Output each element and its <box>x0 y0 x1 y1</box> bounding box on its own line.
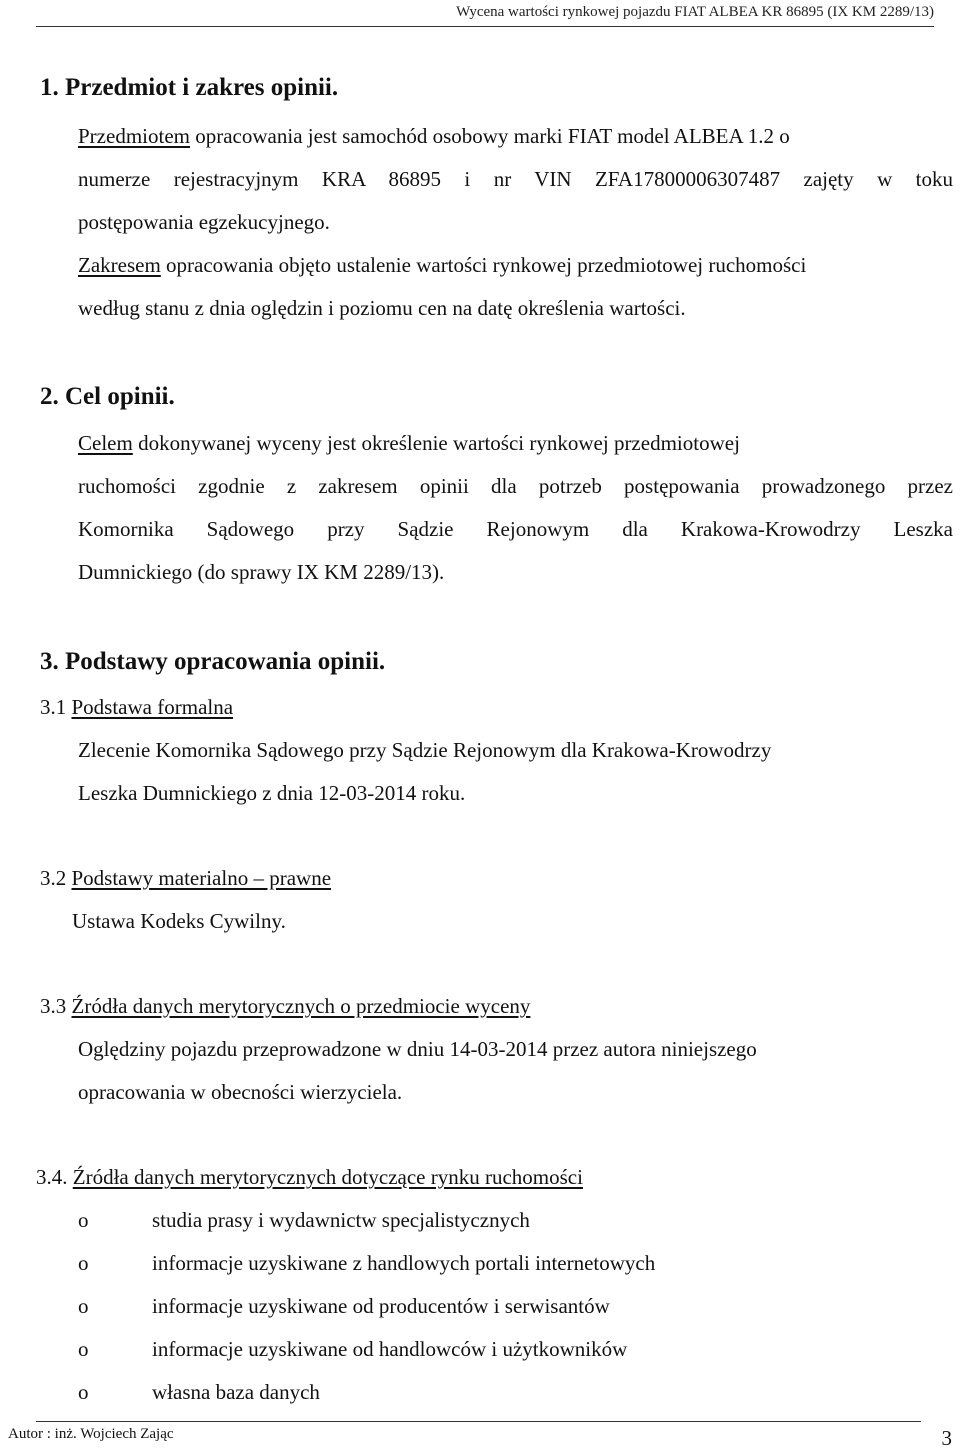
section-1-p1-line-1 <box>78 126 790 147</box>
list-item <box>78 1337 628 1361</box>
section-1-heading: 1. Przedmiot i zakres opinii. <box>40 74 339 101</box>
line-text: opracowania objęto ustalenie wartości rynkowej przedmiotowej ruchomości <box>160 253 807 277</box>
subsection-3-2-heading <box>40 868 331 889</box>
section-1-p1-line-3: postępowania egzekucyjnego. <box>78 210 330 234</box>
subsection-title: Źródła danych merytorycznych o przedmiocie wyceny <box>71 994 531 1018</box>
bullet-marker: o <box>78 1337 89 1361</box>
bullet-marker: o <box>78 1208 89 1232</box>
subsection-3-2-line-1: Ustawa Kodeks Cywilny. <box>72 909 286 933</box>
bullet-marker: o <box>78 1251 89 1275</box>
section-2-heading: 2. Cel opinii. <box>40 383 175 410</box>
section-3-heading: 3. Podstawy opracowania opinii. <box>40 648 386 675</box>
list-item <box>78 1294 610 1318</box>
list-item <box>78 1208 530 1232</box>
section-2-line-3: Komornika Sądowego przy Sądzie Rejonowym dla Krakowa-Krowodrzy Leszka <box>78 517 953 541</box>
footer-rule <box>36 1421 921 1422</box>
subsection-3-1-heading <box>40 697 233 718</box>
section-1-p2-line-1 <box>78 255 806 276</box>
section-2-line-2: ruchomości zgodnie z zakresem opinii dla potrzeb postępowania prowadzonego przez <box>78 474 953 498</box>
underlined-term: Celem <box>78 431 133 455</box>
header-rule <box>36 26 934 27</box>
subsection-3-3-heading <box>40 996 530 1017</box>
subsection-number: 3.2 <box>40 866 72 890</box>
subsection-title: Podstawa formalna <box>71 695 234 719</box>
list-item-text: studia prasy i wydawnictw specjalistycznych <box>152 1208 530 1232</box>
list-item <box>78 1251 656 1275</box>
subsection-number: 3.4. <box>36 1165 73 1189</box>
subsection-number: 3.3 <box>40 994 72 1018</box>
list-item-text: własna baza danych <box>152 1380 320 1404</box>
section-2-line-1 <box>78 433 953 454</box>
list-item-text: informacje uzyskiwane z handlowych portali internetowych <box>152 1251 656 1275</box>
line-text: opracowania jest samochód osobowy marki FIAT model ALBEA 1.2 o <box>189 124 790 148</box>
section-1-p2-line-2: według stanu z dnia oględzin i poziomu cen na datę określenia wartości. <box>78 296 686 320</box>
list-item-text: informacje uzyskiwane od handlowców i użytkowników <box>152 1337 628 1361</box>
subsection-3-1-line-1: Zlecenie Komornika Sądowego przy Sądzie Rejonowym dla Krakowa-Krowodrzy <box>78 738 772 762</box>
subsection-3-1-line-2: Leszka Dumnickiego z dnia 12-03-2014 roku. <box>78 781 466 805</box>
section-1-p1-line-2: numerze rejestracyjnym KRA 86895 i nr VIN ZFA17800006307487 zajęty w toku <box>78 167 953 191</box>
subsection-number: 3.1 <box>40 695 72 719</box>
section-2-line-4: Dumnickiego (do sprawy IX KM 2289/13). <box>78 560 445 584</box>
subsection-title: Źródła danych merytorycznych dotyczące rynku ruchomości <box>72 1165 583 1189</box>
bullet-marker: o <box>78 1294 89 1318</box>
underlined-term: Przedmiotem <box>78 124 190 148</box>
subsection-title: Podstawy materialno – prawne <box>71 866 332 890</box>
subsection-3-3-line-2: opracowania w obecności wierzyciela. <box>78 1080 403 1104</box>
subsection-3-3-line-1: Oględziny pojazdu przeprowadzone w dniu 14-03-2014 przez autora niniejszego <box>78 1037 757 1061</box>
footer-author: Autor : inż. Wojciech Zając <box>8 1426 174 1442</box>
page-header: Wycena wartości rynkowej pojazdu FIAT ALBEA KR 86895 (IX KM 2289/13) <box>456 4 934 20</box>
underlined-term: Zakresem <box>78 253 161 277</box>
subsection-3-4-heading <box>36 1167 583 1188</box>
list-item-text: informacje uzyskiwane od producentów i serwisantów <box>152 1294 610 1318</box>
bullet-marker: o <box>78 1380 89 1404</box>
line-text: dokonywanej wyceny jest określenie wartości rynkowej przedmiotowej <box>132 431 740 455</box>
page-number: 3 <box>941 1426 952 1450</box>
list-item <box>78 1380 320 1404</box>
